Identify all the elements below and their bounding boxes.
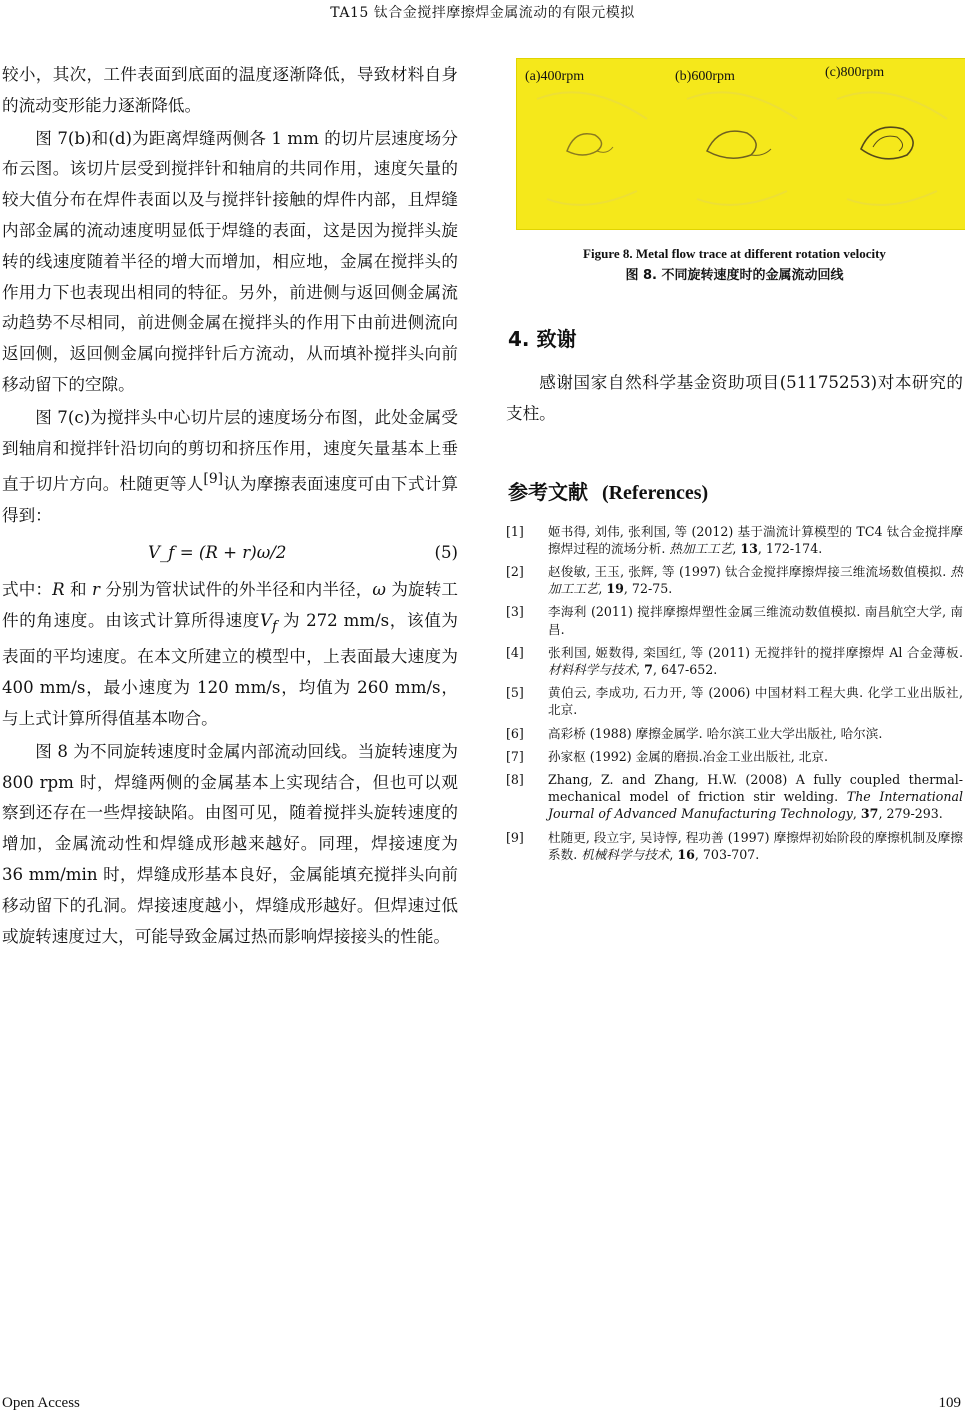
reference-number: [1] <box>506 523 524 539</box>
references-heading-cn: 参考文献 <box>508 479 588 504</box>
reference-volume: 37 <box>860 806 879 822</box>
reference-journal: 机械科学与技术 <box>581 846 670 862</box>
paragraph-5: 图 8 为不同旋转速度时金属内部流动回线。当旋转速度为 800 rpm 时，焊缝两侧的金属基本上实现结合，但也可以观察到还存在一些焊接缺陷。由图可见，随着搅拌头旋转速度的增加，金属流动性和焊缝成形越来越好。同理，焊接速度为 36 mm/min 时，焊缝成形基本良好，金属能填充搅拌头向前移动留下的孔洞。焊接速度越小，焊缝成形越好。但焊速过低或旋转速度过大，可能导致金属过热而影响焊接接头的性能。 <box>2 741 458 946</box>
panel-label-b: (b)600rpm <box>675 69 735 84</box>
paragraph-2: 图 7(b)和(d)为距离焊缝两侧各 1 mm 的切片层速度场分布云图。该切片层受到搅拌针和轴肩的共同作用，速度矢量的较大值分布在焊件表面以及与搅拌针接触的焊件内部，且焊缝内部金属的流动速度明显低于焊缝的表面，这是因为搅拌头旋转的线速度随着半径的增大而增加，相应地，金属在搅拌头的作用力下也表现出相同的特征。另外，前进侧与返回侧金属流动趋势不尽相同，前进侧金属在搅拌头的作用下由前进侧流向返回侧，返回侧金属向搅拌针后方流动，从而填补搅拌头向前移动留下的空隙。 <box>2 128 458 394</box>
reference-part: , 172-174. <box>757 540 823 556</box>
page-number: 109 <box>938 1395 961 1411</box>
reference-text <box>548 603 963 637</box>
figure-panel-a <box>517 59 663 229</box>
reference-journal: 材料科学与技术 <box>548 662 637 678</box>
reference-part: , 647-652. <box>652 662 718 678</box>
reference-number: [4] <box>506 644 524 660</box>
reference-text <box>548 523 963 557</box>
reference-text <box>548 644 963 678</box>
reference-item <box>506 603 963 637</box>
flow-trace-c-graphic <box>817 59 965 229</box>
reference-number: [7] <box>506 748 524 764</box>
paragraph-3-text-b: 认为摩擦表面速度可由下式计算得到： <box>2 474 459 525</box>
figure-panel-c <box>817 59 965 229</box>
reference-part: , <box>598 581 607 597</box>
symbol-v: V <box>260 611 272 631</box>
reference-number: [8] <box>506 772 524 788</box>
reference-part: 李海利 (2011) 搅拌摩擦焊塑性金属三维流动数值模拟. 南昌航空大学, 南昌. <box>548 604 963 637</box>
section-heading-acknowledgement: 4. 致谢 <box>508 327 577 351</box>
left-column <box>2 60 458 952</box>
reference-text <box>548 829 963 863</box>
reference-part: 孙家枢 (1992) 金属的磨损.冶金工业出版社, 北京. <box>548 748 828 764</box>
references-heading <box>508 476 963 505</box>
paragraph-1: 较小，其次，工件表面到底面的温度逐渐降低，导致材料自身的流动变形能力逐渐降低。 <box>2 65 458 115</box>
paragraph-3 <box>2 403 458 532</box>
reference-part: 姬书得, 刘伟, 张利国, 等 (2012) 基于湍流计算模型的 TC4 钛合金搅拌摩擦焊过程的流场分析. <box>548 523 963 556</box>
paragraph-4 <box>2 575 458 734</box>
paragraph-4-text-d: 为旋转工件的角速度。由该式计算所得速度 <box>2 580 458 631</box>
paragraph-4-text-a: 式中： <box>2 580 53 600</box>
reference-item <box>506 725 963 742</box>
reference-part: , 279-293. <box>878 806 943 822</box>
reference-part: 黄伯云, 李成功, 石力开, 等 (2006) 中国材料工程大典. 化学工业出版社, 北京. <box>548 685 963 718</box>
reference-number: [5] <box>506 685 524 701</box>
reference-journal: 热加工工艺 <box>548 564 963 597</box>
reference-part: , <box>669 846 678 862</box>
reference-journal: The International Journal of Advanced Manufacturing Technology <box>548 789 963 822</box>
figure-8-image <box>516 58 965 230</box>
reference-part: , 72-75. <box>623 581 673 597</box>
reference-part: , 703-707. <box>694 846 760 862</box>
reference-text <box>548 563 963 597</box>
reference-volume: 13 <box>740 540 758 556</box>
right-column <box>506 58 963 869</box>
reference-number: [2] <box>506 564 524 579</box>
reference-item <box>506 748 963 765</box>
running-title: TA15 钛合金搅拌摩擦焊金属流动的有限元模拟 <box>330 5 635 21</box>
panel-label-a: (a)400rpm <box>525 69 585 84</box>
reference-part: , <box>636 662 645 678</box>
equation-5 <box>2 531 458 575</box>
symbol-omega: ω <box>372 580 386 600</box>
paragraph-4-text-e: 为 272 mm/s，该值为表面的平均速度。在本文所建立的模型中，上表面最大速度为 400 mm/s，最小速度为 120 mm/s，均值为 260 mm/s，与上式计算所得值基本吻合。 <box>2 611 458 728</box>
equation-expression: V_f = (R + r)ω/2 <box>148 543 287 563</box>
reference-part: 杜随更, 段立宇, 吴诗惇, 程功善 (1997) 摩擦焊初始阶段的摩擦机制及摩擦系数. <box>548 829 963 862</box>
reference-text <box>548 684 963 718</box>
reference-number: [3] <box>506 604 524 620</box>
footer-open-access: Open Access <box>2 1395 80 1411</box>
reference-journal: 热加工工艺 <box>669 540 733 556</box>
figure-caption-chinese: 图 8. 不同旋转速度时的金属流动回线 <box>625 268 844 283</box>
reference-item <box>506 563 963 597</box>
reference-text <box>548 748 963 765</box>
symbol-v-subscript: f <box>271 618 278 635</box>
acknowledgement-text: 感谢国家自然科学基金资助项目(51175253)对本研究的支柱。 <box>506 373 963 423</box>
paragraph-4-text-c: 分别为管状试件的外半径和内半径， <box>99 580 373 600</box>
paragraph-3-text-a: 图 7(c)为搅拌头中心切片层的速度场分布图，此处金属受到轴肩和搅拌针沿切向的剪切和挤压作用，速度矢量基本上垂直于切片方向。杜随更等人 <box>2 407 458 494</box>
reference-part: 张利国, 姬数得, 栾国红, 等 (2011) 无搅拌针的搅拌摩擦焊 Al 合金薄板. <box>548 644 963 660</box>
reference-part: 高彩桥 (1988) 摩擦金属学. 哈尔滨工业大学出版社, 哈尔滨. <box>548 725 883 741</box>
reference-part: , <box>732 540 741 556</box>
reference-number: [9] <box>506 829 524 845</box>
reference-text <box>548 771 963 823</box>
figure-caption-english: Figure 8. Metal flow trace at different rotation velocity <box>583 246 886 261</box>
reference-item <box>506 771 963 823</box>
reference-number: [6] <box>506 725 524 741</box>
reference-part: 赵俊敏, 王玉, 张辉, 等 (1997) 钛合金搅拌摩擦焊接三维流场数值模拟. <box>548 564 951 579</box>
reference-volume: 19 <box>606 581 624 597</box>
reference-volume: 16 <box>677 846 695 862</box>
reference-item <box>506 684 963 718</box>
symbol-r: r <box>92 580 100 600</box>
reference-list <box>506 523 963 863</box>
citation-9: [9] <box>203 471 224 488</box>
figure-panel-b <box>667 59 813 229</box>
reference-text <box>548 725 963 742</box>
reference-volume: 7 <box>644 662 653 678</box>
reference-item <box>506 829 963 863</box>
paragraph-4-text-b: 和 <box>64 580 93 600</box>
reference-part: Zhang, Z. and Zhang, H.W. (2008) A fully coupled thermal-mechanical model of friction stir welding. <box>548 772 963 805</box>
panel-label-c: (c)800rpm <box>825 65 885 80</box>
equation-number: (5) <box>434 543 458 563</box>
references-heading-en: (References) <box>601 481 709 504</box>
symbol-R: R <box>52 580 65 600</box>
reference-part: , <box>852 806 861 822</box>
reference-item <box>506 523 963 557</box>
reference-item <box>506 644 963 678</box>
